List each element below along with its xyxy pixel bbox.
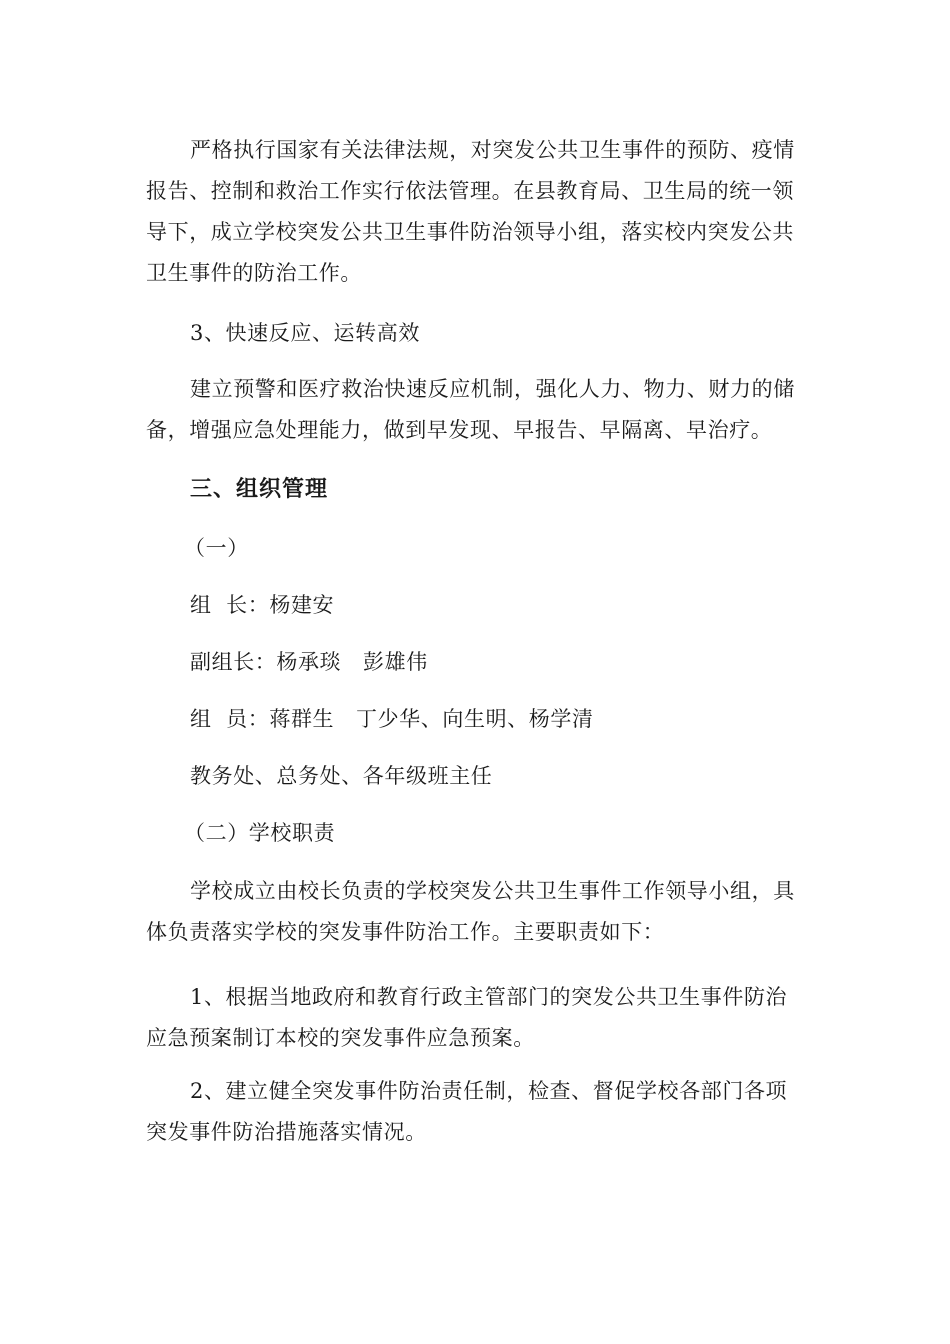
paragraph-early-warning: 建立预警和医疗救治快速反应机制，强化人力、物力、财力的储备，增强应急处理能力，做到早发现、早报告、早隔离、早治疗。 bbox=[146, 377, 795, 442]
subheading-school-duties: （二）学校职责 bbox=[184, 821, 336, 845]
list-item-duty-2: 2、建立健全突发事件防治责任制，检查、督促学校各部门各项突发事件防治措施落实情况。 bbox=[146, 1079, 788, 1144]
section-heading-organization: 三、组织管理 bbox=[190, 477, 329, 502]
list-item-duty-1: 1、根据当地政府和教育行政主管部门的突发公共卫生事件防治应急预案制订本校的突发事件应急预案。 bbox=[146, 985, 788, 1050]
departments-line: 教务处、总务处、各年级班主任 bbox=[190, 764, 493, 788]
vice-leader-line: 副组长：杨承琰 彭雄伟 bbox=[190, 650, 428, 674]
leader-line: 组 长：杨建安 bbox=[190, 593, 335, 617]
paragraph-legal-management: 严格执行国家有关法律法规，对突发公共卫生事件的预防、疫情报告、控制和救治工作实行依法管理。在县教育局、卫生局的统一领导下，成立学校突发公共卫生事件防治领导小组，落实校内突发公共卫生事件的防治工作。 bbox=[146, 138, 795, 285]
members-line: 组 员：蒋群生 丁少华、向生明、杨学清 bbox=[190, 707, 594, 731]
paragraph-leadership-group: 学校成立由校长负责的学校突发公共卫生事件工作领导小组，具体负责落实学校的突发事件防治工作。主要职责如下： bbox=[146, 879, 795, 944]
subheading-rapid-response: 3、快速反应、运转高效 bbox=[190, 321, 420, 345]
subheading-part-one: （一） bbox=[184, 536, 249, 560]
